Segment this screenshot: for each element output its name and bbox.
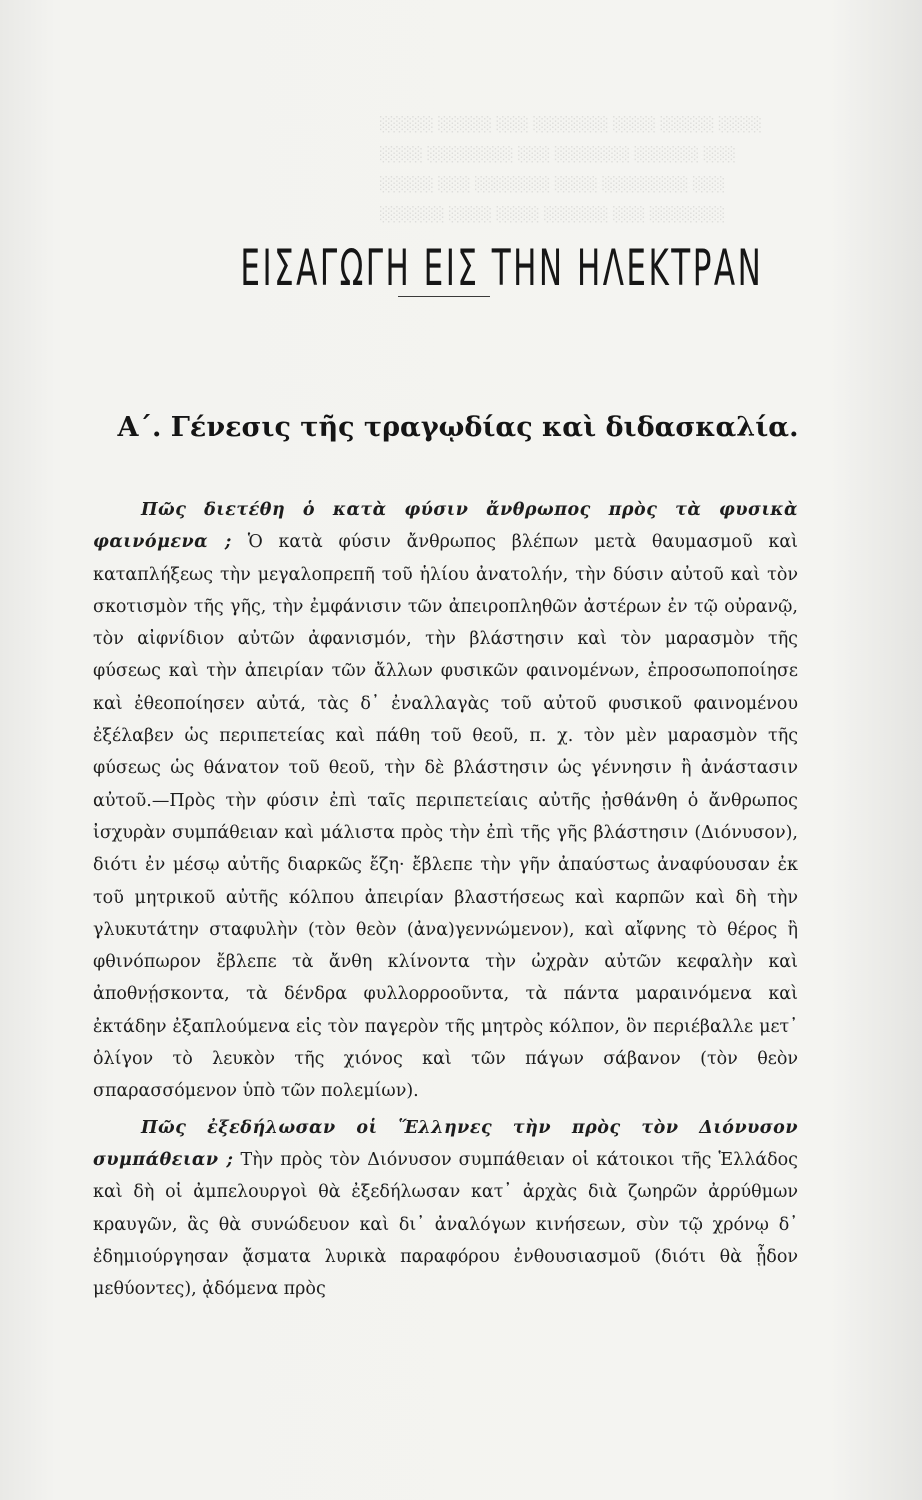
paragraph-question: Πῶς διετέθη ὁ κατὰ φύσιν ἄνθρωπος πρὸς τὰ φυσικὰ φαινόμενα ; [93,500,798,553]
paragraph-text: Τὴν πρὸς τὸν Διόνυσον συμπάθειαν οἱ κάτοικοι τῆς Ἑλλάδος καὶ δὴ οἱ ἀμπελουργοὶ θὰ ἐξεδήλωσαν κατ᾽ ἀρχὰς διὰ ζωηρῶν ἀρρύθμων κραυγῶν, ἃς θὰ συνώδευον καὶ δι᾽ ἀναλόγων κινήσεων, σὺν τῷ χρόνῳ δ᾽ ἐδημιούργησαν ᾄσματα λυρικὰ παραφόρου ἐνθουσιασμοῦ (διότι θὰ ᾖδον μεθύοντες), ᾀδόμενα πρὸς [93,1149,798,1300]
paragraph-question: Πῶς ἐξεδήλωσαν οἱ Ἕλληνες τὴν πρὸς τὸν Διόνυσον συμπάθειαν ; [93,1117,798,1170]
body-text [93,494,798,1305]
show-through-text: ░░░░░ ░░░░░ ░░░ ░░░░░░░ ░░░░ ░░░░░ ░░░░ ░░░░ ░░░░░░░░ ░░░ ░░░░░░░ ░░░░░░ ░░░ ░░░░░ ░░░ ░░░░░░░ ░░░░ ░░░░░░░░ ░░░ ░░░░░░ ░░░░ ░░░░ ░░░░░░ ░░░ ░░░░░░░ [380,117,762,223]
paragraph [93,1112,798,1306]
paragraph [93,494,798,1108]
section-heading: Α΄. Γένεσις τῆς τραγῳδίας καὶ διδασκαλία. [117,412,799,444]
page-title: ΕΙΣΑΓΩΓΗ ΕΙΣ ΤΗΝ ΗΛΕΚΤΡΑΝ [240,238,764,297]
title-divider [398,296,490,297]
paragraph-text: Ὁ κατὰ φύσιν ἄνθρωπος βλέπων μετὰ θαυμασμοῦ καὶ καταπλήξεως τὴν μεγαλοπρεπῆ τοῦ ἡλίου ἀνατολήν, τὴν δύσιν αὐτοῦ καὶ τὸν σκοτισμὸν τῆς γῆς, τὴν ἐμφάνισιν τῶν ἀπειροπληθῶν ἀστέρων ἐν τῷ οὐρανῷ, τὸν αἰφνίδιον αὐτῶν ἀφανισμόν, τὴν βλάστησιν καὶ τὸν μαρασμὸν τῆς φύσεως καὶ τὴν ἀπειρίαν τῶν ἄλλων φυσικῶν φαινομένων, ἐπροσωποποίησε καὶ ἐθεοποίησεν αὐτά, τὰς δ᾽ ἐναλλαγὰς τοῦ αὐτοῦ φυσικοῦ φαινομένου ἐξέλαβεν ὡς περιπετείας καὶ πάθη τοῦ θεοῦ, π. χ. τὸν μὲν μαρασμὸν τῆς φύσεως ὡς θάνατον τοῦ θεοῦ, τὴν δὲ βλάστησιν ὡς γέννησιν ἢ ἀνάστασιν αὐτοῦ.—Πρὸς τὴν φύσιν ἐπὶ ταῖς περιπετείαις αὐτῆς ᾐσθάνθη ὁ ἄνθρωπος ἰσχυρὰν συμπάθειαν καὶ μάλιστα πρὸς τὴν ἐπὶ τῆς γῆς βλάστησιν (Διόνυσον), διότι ἐν μέσῳ αὐτῆς διαρκῶς ἔζη· ἔβλεπε τὴν γῆν ἀπαύστως ἀναφύουσαν ἐκ τοῦ μητρικοῦ αὐτῆς κόλπου ἀπειρίαν βλαστήσεως καὶ καρπῶν καὶ δὴ τὴν γλυκυτάτην σταφυλὴν (τὸν θεὸν (ἀνα)γεννώμενον), καὶ αἴφνης τὸ θέρος ἢ φθινόπωρον ἔβλεπε τὰ ἄνθη κλίνοντα τὴν ὠχρὰν αὐτῶν κεφαλὴν καὶ ἀποθνῄσκοντα, τὰ δένδρα φυλλορροοῦντα, τὰ πάντα μαραινόμενα καὶ ἐκτάδην ἐξαπλούμενα εἰς τὸν παγερὸν τῆς μητρὸς κόλπον, ὃν περιέβαλλε μετ᾽ ὀλίγον τὸ λευκὸν τῆς χιόνος καὶ τῶν πάγων σάβανον (τὸν θεὸν σπαρασσόμενον ὑπὸ τῶν πολεμίων). [93,532,798,1102]
